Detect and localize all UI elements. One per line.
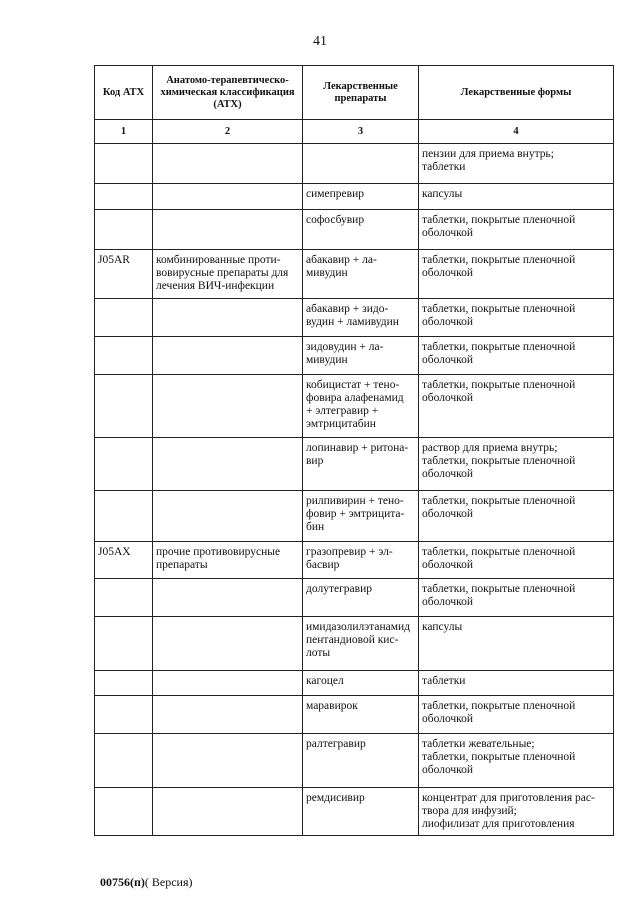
- drug-cell: зидовудин + ла- мивудин: [303, 337, 419, 375]
- atx-code-cell: [95, 337, 153, 375]
- dosage-form-cell: таблетки, покрытые пленочной оболочкой: [419, 491, 614, 542]
- drug-cell: симепревир: [303, 184, 419, 210]
- column-number: 4: [419, 120, 614, 144]
- atx-code-cell: [95, 617, 153, 671]
- header-atx-code: Код АТХ: [95, 66, 153, 120]
- drug-cell: [303, 144, 419, 184]
- table-row: [95, 337, 614, 375]
- version-label: ( Версия): [144, 875, 193, 889]
- table-row: [95, 696, 614, 734]
- atx-code-cell: [95, 299, 153, 337]
- drug-cell: ремдисивир: [303, 788, 419, 836]
- table-row: [95, 579, 614, 617]
- atx-table: [94, 65, 614, 836]
- table-row: [95, 438, 614, 491]
- dosage-form-cell: таблетки, покрытые пленочной оболочкой: [419, 250, 614, 299]
- drug-cell: абакавир + ла- мивудин: [303, 250, 419, 299]
- classification-cell: [153, 375, 303, 438]
- table-row: [95, 144, 614, 184]
- dosage-form-cell: таблетки, покрытые пленочной оболочкой: [419, 337, 614, 375]
- dosage-form-cell: таблетки: [419, 671, 614, 696]
- drug-cell: лопинавир + ритона- вир: [303, 438, 419, 491]
- dosage-form-cell: таблетки, покрытые пленочной оболочкой: [419, 210, 614, 250]
- document-number: 00756(п): [100, 875, 145, 889]
- classification-cell: [153, 671, 303, 696]
- atx-code-cell: [95, 375, 153, 438]
- atx-code-cell: [95, 184, 153, 210]
- table-row: [95, 491, 614, 542]
- drug-cell: гразопревир + эл- басвир: [303, 542, 419, 579]
- classification-cell: [153, 184, 303, 210]
- drug-cell: кагоцел: [303, 671, 419, 696]
- atx-code-cell: [95, 788, 153, 836]
- classification-cell: [153, 337, 303, 375]
- drug-cell: имидазолилэтанамид пентандиовой кис- лоты: [303, 617, 419, 671]
- dosage-form-cell: раствор для приема внутрь; таблетки, покрытые пленочной оболочкой: [419, 438, 614, 491]
- classification-cell: прочие противовирусные препараты: [153, 542, 303, 579]
- classification-cell: [153, 299, 303, 337]
- table-row: [95, 617, 614, 671]
- drug-cell: софосбувир: [303, 210, 419, 250]
- dosage-form-cell: таблетки, покрытые пленочной оболочкой: [419, 542, 614, 579]
- classification-cell: [153, 696, 303, 734]
- classification-cell: [153, 144, 303, 184]
- dosage-form-cell: капсулы: [419, 184, 614, 210]
- atx-code-cell: [95, 491, 153, 542]
- table-header-row: [95, 66, 614, 120]
- column-number: 3: [303, 120, 419, 144]
- classification-cell: [153, 788, 303, 836]
- atx-code-cell: J05AR: [95, 250, 153, 299]
- dosage-form-cell: таблетки, покрытые пленочной оболочкой: [419, 579, 614, 617]
- atx-code-cell: [95, 671, 153, 696]
- classification-cell: [153, 438, 303, 491]
- dosage-form-cell: таблетки жевательные; таблетки, покрытые пленочной оболочкой: [419, 734, 614, 788]
- header-classification: Анатомо-терапевтическо-химическая классификация (АТХ): [153, 66, 303, 120]
- table-body: [95, 144, 614, 836]
- classification-cell: [153, 491, 303, 542]
- column-number-row: [95, 120, 614, 144]
- table-row: [95, 542, 614, 579]
- classification-cell: [153, 617, 303, 671]
- drug-cell: долутегравир: [303, 579, 419, 617]
- atx-code-cell: [95, 144, 153, 184]
- drug-cell: рилпивирин + тено- фовир + эмтрицита- бин: [303, 491, 419, 542]
- column-number: 1: [95, 120, 153, 144]
- dosage-form-cell: капсулы: [419, 617, 614, 671]
- dosage-form-cell: таблетки, покрытые пленочной оболочкой: [419, 696, 614, 734]
- drug-cell: маравирок: [303, 696, 419, 734]
- dosage-form-cell: таблетки, покрытые пленочной оболочкой: [419, 375, 614, 438]
- atx-code-cell: [95, 210, 153, 250]
- atx-code-cell: [95, 438, 153, 491]
- table-row: [95, 250, 614, 299]
- atx-code-cell: [95, 696, 153, 734]
- column-number: 2: [153, 120, 303, 144]
- table-row: [95, 734, 614, 788]
- table-row: [95, 184, 614, 210]
- atx-code-cell: J05AX: [95, 542, 153, 579]
- footer: [100, 875, 193, 890]
- table-row: [95, 210, 614, 250]
- header-forms: Лекарственные формы: [419, 66, 614, 120]
- classification-cell: [153, 579, 303, 617]
- classification-cell: [153, 210, 303, 250]
- drug-cell: ралтегравир: [303, 734, 419, 788]
- header-drugs: Лекарственные препараты: [303, 66, 419, 120]
- atx-code-cell: [95, 579, 153, 617]
- dosage-form-cell: пензии для приема внутрь; таблетки: [419, 144, 614, 184]
- table-row: [95, 299, 614, 337]
- atx-code-cell: [95, 734, 153, 788]
- classification-cell: комбинированные проти- вовирусные препараты для лечения ВИЧ-инфекции: [153, 250, 303, 299]
- dosage-form-cell: концентрат для приготовления рас- твора для инфузий; лиофилизат для приготовления: [419, 788, 614, 836]
- table-row: [95, 375, 614, 438]
- table-row: [95, 788, 614, 836]
- page-number: 41: [313, 34, 327, 49]
- drug-cell: кобицистат + тено- фовира алафенамид + элтегравир + эмтрицитабин: [303, 375, 419, 438]
- dosage-form-cell: таблетки, покрытые пленочной оболочкой: [419, 299, 614, 337]
- classification-cell: [153, 734, 303, 788]
- drug-cell: абакавир + зидо- вудин + ламивудин: [303, 299, 419, 337]
- table-row: [95, 671, 614, 696]
